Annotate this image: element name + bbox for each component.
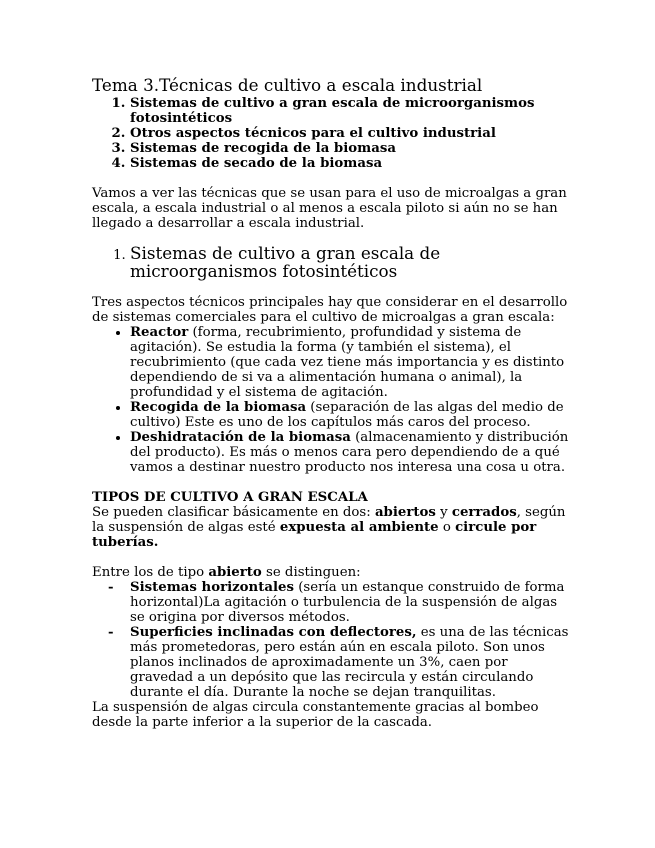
toc-item: 2. Otros aspectos técnicos para el cultivo industrial (130, 126, 572, 141)
bold-run: abiertos (374, 505, 436, 520)
tipos-heading-text: TIPOS DE CULTIVO A GRAN ESCALA (92, 490, 368, 505)
section-heading: 1. Sistemas de cultivo a gran escala de microorganismos fotosintéticos (130, 243, 441, 281)
list-item-term: Superficies inclinadas con deflectores, (130, 625, 417, 640)
list-item-text: (separación de las algas del medio de cultivo) Este es uno de los capítulos más caros del proceso. (130, 400, 564, 430)
list-item-term: Deshidratación de la biomasa (130, 430, 351, 445)
text-run: o (438, 520, 456, 535)
text-run: y (435, 505, 452, 520)
text-run: Se pueden clasificar básicamente en dos: (92, 505, 375, 520)
toc-item: 1. Sistemas de cultivo a gran escala de microorganismos fotosintéticos (130, 96, 572, 126)
list-item (108, 580, 572, 625)
text-run: Entre los de tipo (92, 565, 209, 580)
aspects-intro: Tres aspectos técnicos principales hay que considerar en el desarrollo de sistemas comerciales para el cultivo de microalgas a gran escala: (92, 295, 568, 325)
list-item (130, 325, 572, 400)
bold-run: expuesta al ambiente (279, 520, 439, 535)
abierto-intro (92, 565, 572, 580)
list-item (130, 400, 572, 430)
intro-paragraph: Vamos a ver las técnicas que se usan para el uso de microalgas a gran escala, a escala industrial o al menos a escala piloto si aún no se han llegado a desarrollar a escala industrial. (92, 186, 567, 231)
document-body (92, 76, 572, 730)
text-run: se distinguen: (261, 565, 361, 580)
bold-run: cerrados (451, 505, 517, 520)
list-item (108, 625, 572, 700)
toc-item: 3. Sistemas de recogida de la biomasa (130, 141, 572, 156)
table-of-contents (92, 96, 572, 171)
bold-run: circule por tuberías. (92, 520, 537, 550)
closing-paragraph: La suspensión de algas circula constantemente gracias al bombeo desde la parte inferior a la superior de la cascada. (92, 700, 539, 730)
list-item-text: (sería un estanque construido de forma horizontal)La agitación o turbulencia de la suspensión de algas se origina por diversos métodos. (130, 580, 565, 625)
document-title: Tema 3.Técnicas de cultivo a escala industrial (92, 75, 483, 95)
list-item-text: (forma, recubrimiento, profundidad y sistema de agitación). Se estudia la forma (y también el sistema), el recubrimiento (que cada vez tiene más importancia y es distinto dependiendo de si va a alimentación humana o animal), la profundidad y el sistema de agitación. (130, 325, 565, 400)
toc-item: 4. Sistemas de secado de la biomasa (130, 156, 572, 171)
tipos-heading (92, 490, 572, 505)
list-item-term: Reactor (130, 325, 189, 340)
list-item-term: Recogida de la biomasa (130, 400, 307, 415)
list-item-term: Sistemas horizontales (130, 580, 294, 595)
list-item (130, 430, 572, 475)
list-item-text: (almacenamiento y distribución del producto). Es más o menos cara pero dependiendo de a qué vamos a destinar nuestro producto nos interesa una cosa u otra. (130, 430, 569, 475)
bold-run: abierto (208, 565, 262, 580)
section-list (92, 244, 572, 280)
dash-bullet: - (108, 625, 114, 640)
dash-bullet: - (108, 580, 114, 595)
tipos-paragraph (92, 505, 572, 550)
aspects-list (92, 325, 572, 475)
abiertos-list (92, 580, 572, 700)
text-run: , según la suspensión de algas esté (92, 505, 566, 535)
list-item-text: es una de las técnicas más prometedoras, pero están aún en escala piloto. Son unos planos inclinados de aproximadamente un 3%, caen por gravedad a un depósito que las recircula y están circulando durante el día. Durante la noche se dejan tranquilitas. (130, 625, 569, 700)
